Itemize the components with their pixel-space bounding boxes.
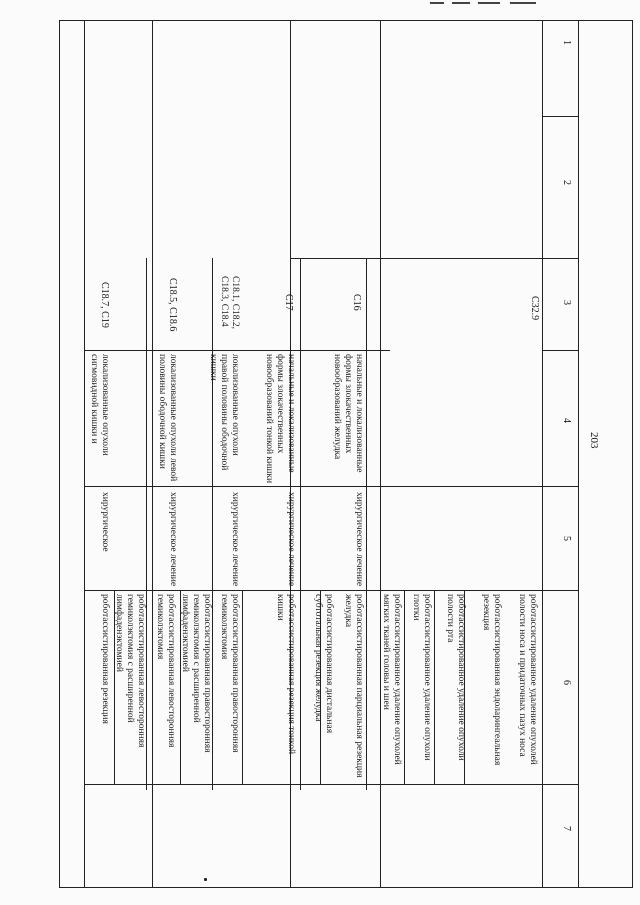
row1-proc-2: роботассистированная эндоларингеальная резекция: [481, 594, 502, 766]
row4-proc-2: роботассистированная правосторонняя гемиколэктомия с расширенной лимфаденэктомией: [180, 594, 212, 753]
row3-desc: начальные и локализованные формы злокачественных новообразований тонкой кишки: [264, 354, 296, 484]
row2-method: хирургическое лечение: [354, 492, 364, 587]
row6-method: хирургическое: [100, 492, 110, 552]
row3-code: C17: [283, 294, 294, 311]
row6-proc-1: роботассистированная резекция: [100, 594, 110, 724]
row6-code: C18.7, C19: [99, 282, 110, 328]
row4-code: C18.1, C18.2, C18.3, C18.4: [219, 276, 240, 330]
row4-desc: локализованные опухоли правой половины ободочной кишки: [208, 354, 240, 471]
row3-method: хирургическое лечение: [286, 492, 296, 587]
row1-proc-4: роботассистированное удаление опухоли глотки: [411, 594, 432, 761]
row1-proc-5: роботассистированное удаление опухолей мягких тканей головы и шеи: [381, 594, 402, 765]
row5-desc: локализованные опухоли левой половины ободочной кишки: [157, 354, 178, 482]
scan-speck: [204, 878, 207, 881]
row4-method: хирургическое лечение: [230, 492, 240, 587]
row2-proc-1: роботассистированная парциальная резекция желудка: [343, 594, 364, 778]
col-number-6: 6: [561, 680, 572, 685]
row2-proc-2: роботассистированная дистальная субтотальная резекция желудка: [313, 594, 334, 734]
row6-desc: локализованные опухоли сигмовидной кишки и: [89, 354, 110, 456]
row1-code: C32.9: [529, 296, 540, 321]
row5-proc-1: роботассистированная левосторонняя гемиколэктомия: [155, 594, 176, 748]
row1-proc-1: роботассистированное удаление опухолей полости носа и придаточных пазух носа: [517, 594, 538, 765]
col-number-5: 5: [561, 536, 572, 541]
col-number-4: 4: [561, 418, 572, 423]
row2-desc: начальные и локализованные формы злокачественных новообразований желудка: [332, 354, 364, 473]
row5-proc-2: роботассистированная левосторонняя гемиколэктомия с расширенной лимфаденэктомией: [114, 594, 146, 748]
row1-proc-3: роботассистированное удаление опухоли полости рта: [445, 594, 466, 761]
row5-code: C18.5, C18.6: [167, 278, 178, 332]
row3-proc-1: роботассистированная резекция тонкой кишки: [275, 594, 296, 755]
col-number-3: 3: [561, 300, 572, 305]
col-number-1: 1: [561, 40, 572, 45]
row5-method: хирургическое лечение: [168, 492, 178, 587]
row2-code: C16: [351, 294, 362, 311]
col-number-7: 7: [561, 826, 572, 831]
page-number: 203: [588, 432, 600, 449]
col-number-2: 2: [561, 180, 572, 185]
row4-proc-1: роботассистированная правосторонняя гемиколэктомия: [219, 594, 240, 753]
